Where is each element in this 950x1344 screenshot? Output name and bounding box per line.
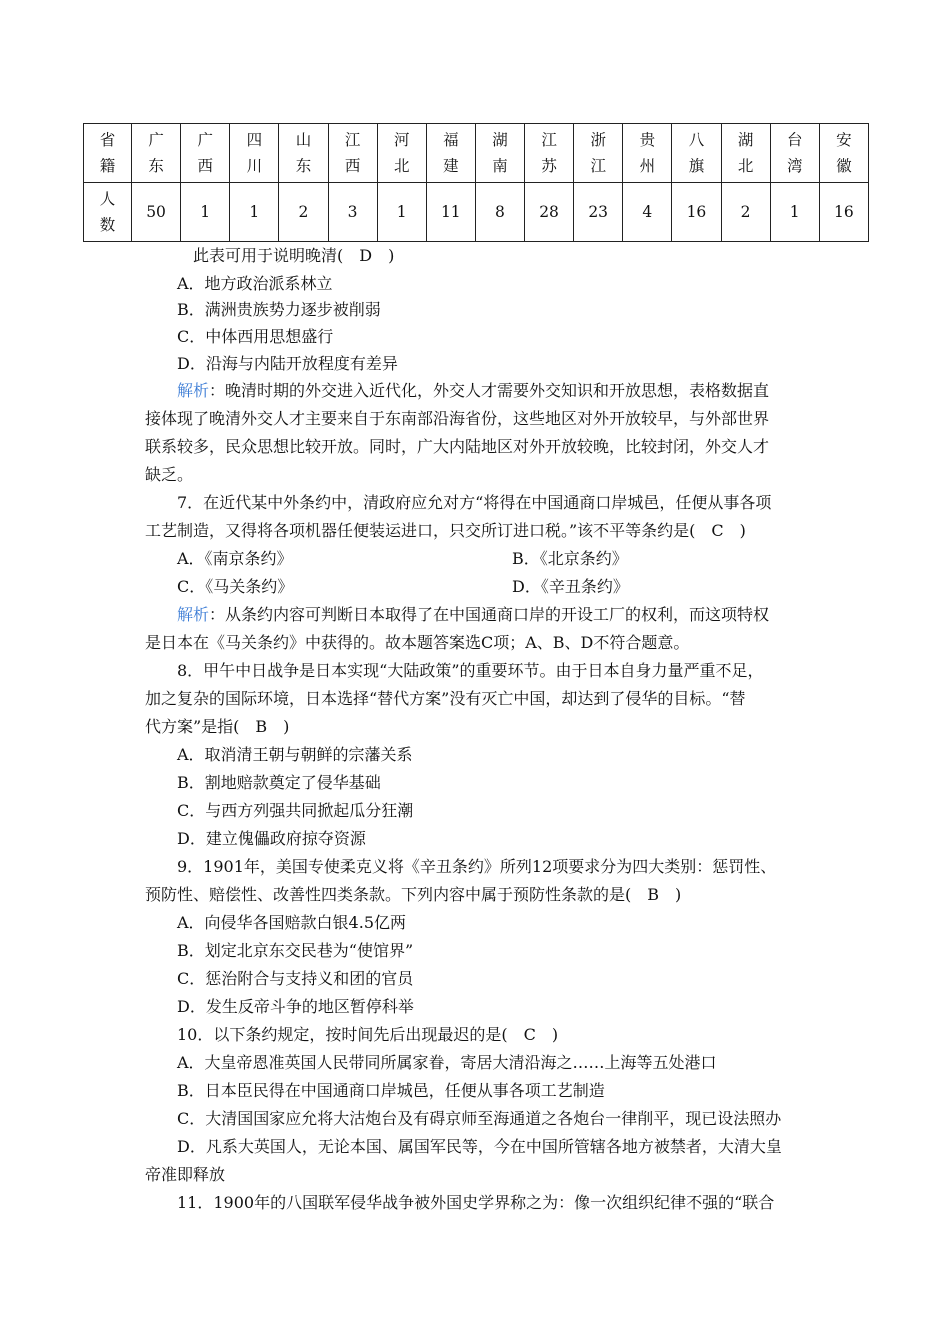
q9-stem-line-1: 9．1901年，美国专使柔克义将《辛丑条约》所列12项要求分为四大类别：惩罚性、	[177, 857, 777, 876]
table-cell-province: 福建	[426, 124, 475, 183]
q9-option-b: B．划定北京东交民巷为“使馆界”	[177, 941, 414, 960]
q8-option-b: B．割地赔款奠定了侵华基础	[177, 773, 381, 792]
table-cell-province: 浙江	[574, 124, 623, 183]
q8-stem-line-1: 8．甲午中日战争是日本实现“大陆政策”的重要环节。由于日本自身力量严重不足，	[177, 661, 764, 680]
table-cell-province: 安徽	[819, 124, 868, 183]
table-cell-province: 湖南	[475, 124, 524, 183]
table-header-province: 省籍	[84, 124, 132, 183]
table-cell-province: 江苏	[525, 124, 574, 183]
table-cell-province: 四川	[230, 124, 279, 183]
table-cell-province: 台湾	[770, 124, 819, 183]
q7-stem-line-1: 7．在近代某中外条约中，清政府应允对方“将得在中国通商口岸城邑，任便从事各项	[177, 493, 772, 512]
q10-option-d-cont: 帝准即释放	[145, 1165, 226, 1184]
q9-option-d: D．发生反帝斗争的地区暂停科举	[177, 997, 414, 1016]
q6-option-a: A．地方政治派系林立	[177, 274, 333, 293]
province-table	[83, 123, 869, 242]
table-cell-province: 江西	[328, 124, 377, 183]
q6-option-b: B．满洲贵族势力逐步被削弱	[177, 300, 381, 319]
table-cell-province: 贵州	[623, 124, 672, 183]
q8-stem-line-3: 代方案”是指( B )	[145, 717, 290, 736]
table-cell-count: 1	[230, 183, 279, 242]
table-cell-count: 4	[623, 183, 672, 242]
table-cell-count: 1	[377, 183, 426, 242]
q8-option-a: A．取消清王朝与朝鲜的宗藩关系	[177, 745, 413, 764]
table-cell-count: 2	[279, 183, 328, 242]
table-cell-count: 1	[770, 183, 819, 242]
q11-stem: 11．1900年的八国联军侵华战争被外国史学界称之为：像一次组织纪律不强的“联合	[177, 1193, 775, 1212]
table-cell-province: 山东	[279, 124, 328, 183]
q7-option-b: B．《北京条约》	[512, 549, 628, 568]
jiexi-label: 解析	[177, 381, 210, 400]
q6-stem: 此表可用于说明晚清( D )	[193, 246, 395, 265]
q6-jiexi-line-2: 接体现了晚清外交人才主要来自于东南部沿海省份，这些地区对外开放较早，与外部世界	[145, 409, 770, 428]
jiexi-label: 解析	[177, 605, 210, 624]
q8-stem-line-2: 加之复杂的国际环境，日本选择“替代方案”没有灭亡中国，却达到了侵华的目标。“替	[145, 689, 746, 708]
table-cell-province: 湖北	[721, 124, 770, 183]
q7-option-a: A．《南京条约》	[177, 549, 293, 568]
q10-stem: 10．以下条约规定，按时间先后出现最迟的是( C )	[177, 1025, 559, 1044]
q7-jiexi-line-1: 解析：从条约内容可判断日本取得了在中国通商口岸的开设工厂的权利，而这项特权	[177, 605, 770, 624]
table-cell-province: 河北	[377, 124, 426, 183]
q6-jiexi-line-1: 解析：晚清时期的外交进入近代化，外交人才需要外交知识和开放思想，表格数据直	[177, 381, 770, 400]
q6-option-d: D．沿海与内陆开放程度有差异	[177, 354, 398, 373]
q10-option-c: C．大清国国家应允将大沽炮台及有碍京师至海通道之各炮台一律削平，现已设法照办	[177, 1109, 782, 1128]
q10-option-a: A．大皇帝恩准英国人民带同所属家眷，寄居大清沿海之……上海等五处港口	[177, 1053, 717, 1072]
q6-jiexi-line-3: 联系较多，民众思想比较开放。同时，广大内陆地区对外开放较晚，比较封闭，外交人才	[145, 437, 770, 456]
table-cell-count: 23	[574, 183, 623, 242]
table-cell-province: 八旗	[672, 124, 721, 183]
table-row-count	[84, 183, 869, 242]
table-cell-count: 16	[819, 183, 868, 242]
table-cell-count: 50	[132, 183, 181, 242]
q10-option-b: B．日本臣民得在中国通商口岸城邑，任便从事各项工艺制造	[177, 1081, 605, 1100]
q6-jiexi-line-4: 缺乏。	[145, 465, 194, 484]
q7-stem-line-2: 工艺制造，又得将各项机器任便装运进口，只交所订进口税。”该不平等条约是( C )	[145, 521, 746, 540]
table-cell-province: 广东	[132, 124, 181, 183]
q9-option-a: A．向侵华各国赔款白银4.5亿两	[177, 913, 407, 932]
table-cell-count: 3	[328, 183, 377, 242]
q9-stem-line-2: 预防性、赔偿性、改善性四类条款。下列内容中属于预防性条款的是( B )	[145, 885, 682, 904]
q9-option-c: C．惩治附合与支持义和团的官员	[177, 969, 414, 988]
q8-option-d: D．建立傀儡政府掠夺资源	[177, 829, 366, 848]
table-cell-count: 1	[181, 183, 230, 242]
q7-jiexi-line-2: 是日本在《马关条约》中获得的。故本题答案选C项；A、B、D不符合题意。	[145, 633, 690, 652]
table-cell-count: 2	[721, 183, 770, 242]
table-cell-province: 广西	[181, 124, 230, 183]
q10-option-d: D．凡系大英国人，无论本国、属国军民等，今在中国所管辖各地方被禁者，大清大皇	[177, 1137, 782, 1156]
table-cell-count: 8	[475, 183, 524, 242]
q7-option-c: C．《马关条约》	[177, 577, 294, 596]
table-row-province	[84, 124, 869, 183]
table-cell-count: 28	[525, 183, 574, 242]
table-cell-count: 11	[426, 183, 475, 242]
table-header-count: 人数	[84, 183, 132, 242]
q7-option-d: D．《辛丑条约》	[512, 577, 629, 596]
q8-option-c: C．与西方列强共同掀起瓜分狂潮	[177, 801, 414, 820]
q6-option-c: C．中体西用思想盛行	[177, 327, 334, 346]
table-cell-count: 16	[672, 183, 721, 242]
